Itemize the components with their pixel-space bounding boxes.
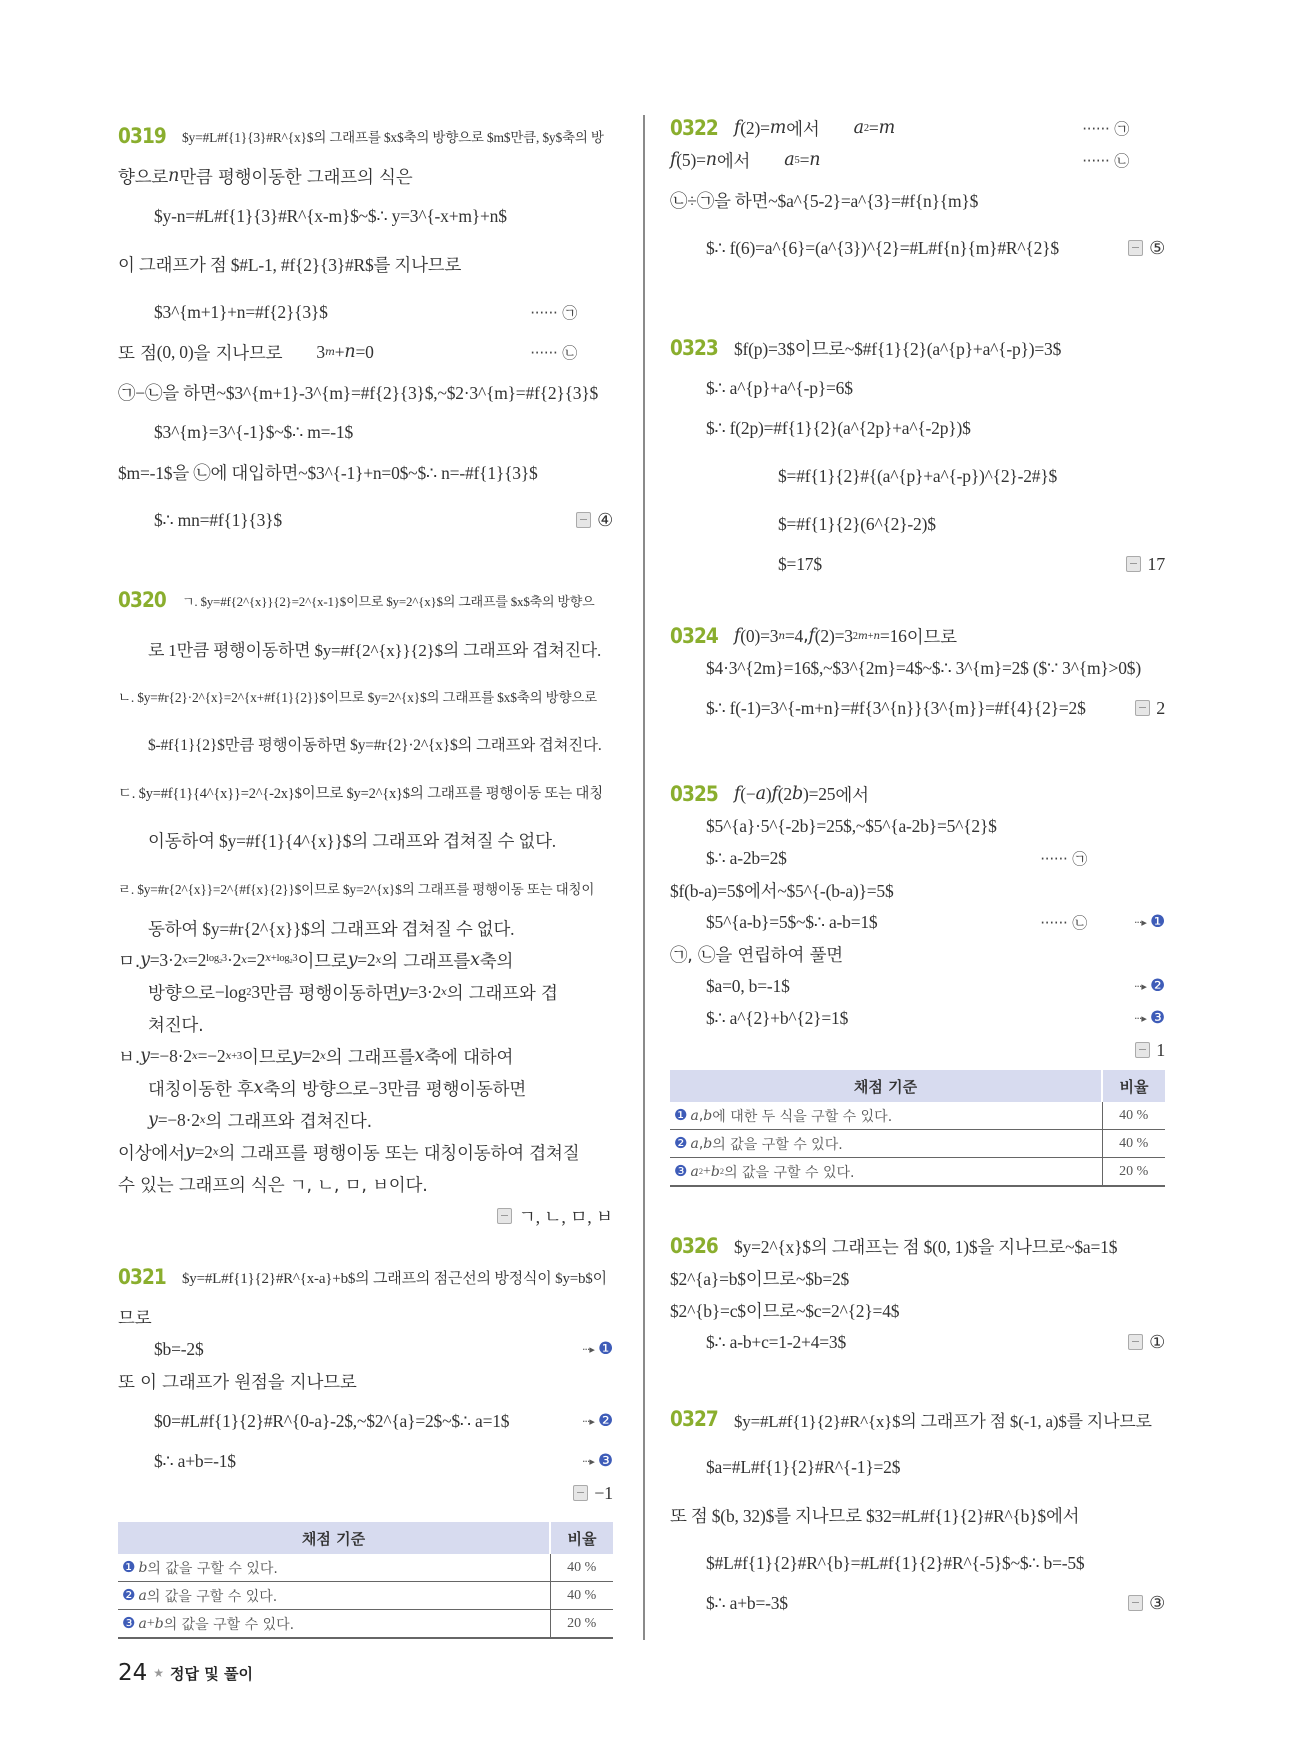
line-text: $f(p)=3$이므로~$#f{1}{2}(a^{p}+a^{-p})=3$ [734, 338, 1062, 359]
line-text: 대칭이동한 후 x 축의 방향으로 −3 만큼 평행이동하면 [148, 1077, 527, 1100]
problem-0320 [118, 576, 613, 1232]
step-number-icon: ❶ [1149, 912, 1165, 932]
equation-label: ······ ㉡ [1040, 913, 1087, 932]
solution-line [118, 864, 613, 912]
solution-line [670, 842, 1165, 874]
solution-line [118, 1008, 613, 1040]
step-number-icon: ❷ [1149, 976, 1165, 996]
answer-value: ③ [1149, 1592, 1165, 1613]
answer [1135, 1040, 1165, 1061]
line-text: $y-n=#L#f{1}{3}#R^{x-m}$~$∴ y=3^{-x+m}+n$ [154, 205, 507, 226]
line-text: $-#f{1}{2}$만큼 평행이동하면 $y=#r{2}·2^{x}$의 그래프와 겹쳐진다. [148, 737, 602, 754]
solution-line [118, 768, 613, 816]
solution-line [118, 1072, 613, 1104]
equation-label: ······ ㉠ [1040, 849, 1087, 868]
line-text: $∴ f(2p)=#f{1}{2}(a^{2p}+a^{-2p})$ [706, 417, 971, 438]
line-text: $∴ f(-1)=3^{-m+n}=#f{3^{n}}{3^{m}}=#f{4}{2}=2$ [706, 697, 1086, 718]
line-text: ㉠−㉡을 하면~$3^{m+1}-3^{m}=#f{2}{3}$,~$2·3^{m}=#f{2}{3}$ [118, 382, 599, 403]
line-text: $3^{m}=3^{-1}$~$∴ m=-1$ [154, 421, 354, 442]
line-text: 쳐진다. [148, 1015, 204, 1036]
line-text: 방향으로 − log 2 3 만큼 평행이동하면 y =3·2 x 의 그래프와 겹 [148, 981, 558, 1004]
line-text: 향으로 n 만큼 평행이동한 그래프의 식은 [118, 166, 413, 188]
step-number-icon: ❶ [674, 1105, 688, 1124]
table-row [118, 1554, 613, 1582]
table-row [670, 1102, 1165, 1130]
solution-line [670, 1395, 1165, 1443]
line-text: $∴ a-2b=2$ [706, 847, 787, 868]
solution-line [118, 1040, 613, 1072]
answer [573, 1483, 613, 1504]
ratio-cell: 40 % [550, 1582, 613, 1610]
solution-line [670, 1002, 1165, 1034]
solution-line [670, 906, 1165, 938]
answer-icon [1128, 240, 1143, 256]
answer-value: ① [1149, 1331, 1165, 1352]
scoring-step-marker [582, 1451, 613, 1471]
scoring-step-marker [582, 1411, 613, 1431]
problem-0319 [118, 112, 613, 544]
problem-number: 0324 [670, 624, 718, 648]
solution-line [118, 1445, 613, 1477]
equation-label: ······ ㉠ [1082, 119, 1129, 138]
table-row [118, 1610, 613, 1639]
line-text: 므로 [118, 1308, 152, 1329]
solution-line [118, 112, 613, 160]
solution-line [118, 624, 613, 672]
line-text: $y=#L#f{1}{2}#R^{x-a}+b$의 그래프의 점근선의 방정식이 $y=b$이 [182, 1270, 607, 1287]
answer-value: 1 [1156, 1039, 1165, 1060]
solution-line [670, 1326, 1165, 1358]
solution-line [118, 1253, 613, 1301]
solution-line [118, 1136, 613, 1168]
line-text: ㉠, ㉡을 연립하여 풀면 [670, 945, 843, 966]
solution-line [118, 672, 613, 720]
section-title: 정답 및 풀이 [170, 1664, 253, 1683]
problem-number: 0327 [670, 1407, 718, 1431]
answer-value: −1 [594, 1482, 613, 1503]
problem-0321 [118, 1253, 613, 1509]
line-text: $y=#L#f{1}{3}#R^{x}$의 그래프를 $x$축의 방향으로 $m$만큼, $y$축의 방 [182, 130, 604, 145]
solution-line [118, 1365, 613, 1397]
solution-line [118, 1104, 613, 1136]
answer [1128, 1332, 1165, 1353]
line-text: f (5)= n 에서 a 5 = n [670, 149, 821, 172]
ratio-cell: 40 % [1102, 1130, 1165, 1158]
solution-line [670, 1539, 1165, 1587]
answer-icon [1128, 1595, 1143, 1611]
solution-line [118, 336, 613, 368]
solution-line [670, 1230, 1165, 1262]
problem-number: 0326 [670, 1234, 718, 1258]
scoring-step-marker [582, 1339, 613, 1359]
line-text: $b=-2$ [154, 1338, 204, 1359]
answer [1135, 698, 1165, 719]
solution-line [670, 500, 1165, 548]
step-number-icon: ❸ [1149, 1008, 1165, 1028]
line-text: f (0)=3 n =4 , f (2)=3 2m+n =16 이므로 [734, 625, 957, 648]
step-number-icon: ❸ [674, 1161, 688, 1180]
dotted-arrow-icon: ···▸ [581, 1454, 594, 1468]
answer-icon [576, 512, 591, 528]
equation-label: ······ ㉡ [1082, 151, 1129, 170]
line-text: $5^{a}·5^{-2b}=25$,~$5^{a-2b}=5^{2}$ [706, 815, 997, 836]
solution-line [118, 192, 613, 240]
answer [1128, 1593, 1165, 1614]
line-text: 이동하여 $y=#f{1}{4^{x}}$의 그래프와 겹쳐질 수 없다. [148, 830, 556, 851]
step-number-icon: ❶ [122, 1557, 136, 1576]
line-text: $y=#L#f{1}{2}#R^{x}$의 그래프가 점 $(-1, a)$를 지나므로 [734, 1411, 1152, 1431]
criterion-cell [118, 1610, 550, 1639]
answer [1126, 554, 1165, 575]
line-text: $∴ a^{2}+b^{2}=1$ [706, 1007, 849, 1028]
criterion-text: a + b 의 값을 구할 수 있다. [138, 1615, 295, 1633]
line-text: f (2)= m 에서 a 2 = m [734, 117, 895, 140]
table-row [118, 1582, 613, 1610]
criterion-cell [670, 1158, 1102, 1187]
line-text: $2^{b}=c$이므로~$c=2^{2}=4$ [670, 1300, 900, 1321]
step-number-icon: ❸ [122, 1613, 136, 1632]
line-text: $∴ mn=#f{1}{3}$ [154, 509, 282, 530]
solution-line [118, 976, 613, 1008]
solution-line [670, 1443, 1165, 1491]
column-divider [643, 115, 645, 1640]
solution-line [118, 912, 613, 944]
problem-0323 [670, 324, 1165, 580]
dotted-arrow-icon: ···▸ [1133, 915, 1146, 929]
solution-line [670, 404, 1165, 452]
line-text: 로 1만큼 평행이동하면 $y=#f{2^{x}}{2}$의 그래프와 겹쳐진다. [148, 640, 602, 660]
line-text: f (− a ) f (2 b )=25 에서 [734, 783, 869, 806]
solution-line [118, 1397, 613, 1445]
table-row [670, 1158, 1165, 1187]
criterion-text: a , b 에 대한 두 식을 구할 수 있다. [690, 1107, 893, 1125]
line-text: $2^{a}=b$이므로~$b=2$ [670, 1268, 850, 1289]
solution-line [118, 448, 613, 496]
line-text: $=17$ [778, 553, 822, 574]
line-text: ㄹ. $y=#r{2^{x}}=2^{#f{x}{2}}$이므로 $y=2^{x}$의 그래프를 평행이동 또는 대칭이 [118, 882, 595, 897]
line-text: ㅁ. y =3·2 x =2 $\log_23$ ·2 x =2 $x+\log_23$ 이므로 y =2 x 의 그래프를 x 축의 [118, 949, 514, 972]
line-text: $=#f{1}{2}(6^{2}-2)$ [778, 513, 936, 534]
table-header: 비율 [550, 1522, 613, 1554]
solution-line [670, 452, 1165, 500]
line-text: $=#f{1}{2}#{(a^{p}+a^{-p})^{2}-2#}$ [778, 465, 1058, 486]
solution-line [670, 372, 1165, 404]
problem-0327 [670, 1395, 1165, 1619]
solution-line [670, 144, 1165, 176]
solution-line [118, 1168, 613, 1200]
answer-icon [1135, 700, 1150, 716]
problem-number: 0320 [118, 588, 166, 612]
answer [1128, 238, 1165, 259]
line-text: $∴ a-b+c=1-2+4=3$ [706, 1331, 847, 1352]
step-number-icon: ❸ [597, 1451, 613, 1471]
line-text: 이 그래프가 점 $#L-1, #f{2}{3}#R$를 지나므로 [118, 254, 462, 275]
line-text: $5^{a-b}=5$~$∴ a-b=1$ [706, 911, 878, 932]
dotted-arrow-icon: ···▸ [581, 1414, 594, 1428]
solution-line [118, 576, 613, 624]
solution-line [118, 160, 613, 192]
criterion-cell [118, 1582, 550, 1610]
line-text: y =−8·2 x 의 그래프와 겹쳐진다. [148, 1109, 372, 1132]
line-text: $f(b-a)=5$에서~$5^{-(b-a)}=5$ [670, 880, 894, 901]
solution-line [670, 176, 1165, 224]
solution-line [118, 1200, 613, 1232]
solution-line [670, 970, 1165, 1002]
step-number-icon: ❷ [674, 1133, 688, 1152]
line-text: ㉡÷㉠을 하면~$a^{5-2}=a^{3}=#f{n}{m}$ [670, 190, 979, 211]
answer-icon [1135, 1042, 1150, 1058]
line-text: 또 점 $(b, 32)$를 지나므로 $32=#L#f{1}{2}#R^{b}$에서 [670, 1505, 1080, 1526]
answer-icon [573, 1485, 588, 1501]
line-text: ㄴ. $y=#r{2}·2^{x}=2^{x+#f{1}{2}}$이므로 $y=2^{x}$의 그래프를 $x$축의 방향으로 [118, 690, 597, 705]
solution-line [118, 1477, 613, 1509]
solution-line [670, 224, 1165, 272]
line-text: $m=-1$을 ㉡에 대입하면~$3^{-1}+n=0$~$∴ n=-#f{1}{3}$ [118, 462, 538, 483]
solution-line [670, 548, 1165, 580]
line-text: $0=#L#f{1}{2}#R^{0-a}-2$,~$2^{a}=2$~$∴ a=1$ [154, 1410, 510, 1431]
solution-line [118, 1301, 613, 1333]
line-text: $y=2^{x}$의 그래프는 점 $(0, 1)$을 지나므로~$a=1$ [734, 1236, 1118, 1257]
problem-0325 [670, 778, 1165, 1066]
solution-line [670, 112, 1165, 144]
criterion-text: b 의 값을 구할 수 있다. [138, 1559, 278, 1577]
solution-line [118, 496, 613, 544]
solution-line [670, 810, 1165, 842]
solution-line [670, 1262, 1165, 1294]
answer-value: ⑤ [1149, 237, 1165, 258]
line-text: $a=0, b=-1$ [706, 975, 790, 996]
solution-line [118, 240, 613, 288]
star-icon: ★ [153, 1666, 165, 1680]
table-header: 채점 기준 [118, 1522, 550, 1554]
problem-0324 [670, 620, 1165, 732]
dotted-arrow-icon: ···▸ [1133, 1011, 1146, 1025]
scoring-step-marker [1134, 912, 1165, 932]
line-text: 이상에서 y =2 x 의 그래프를 평행이동 또는 대칭이동하여 겹쳐질 [118, 1141, 580, 1164]
answer-value: ④ [597, 509, 613, 530]
line-text: $∴ a+b=-3$ [706, 1592, 788, 1613]
problem-number: 0322 [670, 116, 718, 140]
line-text: ㄷ. $y=#f{1}{4^{x}}=2^{-2x}$이므로 $y=2^{x}$의 그래프를 평행이동 또는 대칭 [118, 785, 604, 802]
solution-line [118, 288, 613, 336]
problem-number: 0323 [670, 336, 718, 360]
solution-line [118, 944, 613, 976]
page-footer [118, 1660, 253, 1686]
solution-line [670, 620, 1165, 652]
answer-icon [497, 1208, 512, 1224]
solution-line [670, 684, 1165, 732]
line-text: $∴ a+b=-1$ [154, 1450, 236, 1471]
step-number-icon: ❶ [597, 1339, 613, 1359]
solution-line [670, 778, 1165, 810]
criterion-text: a 의 값을 구할 수 있다. [138, 1587, 278, 1605]
answer-icon [1128, 1334, 1143, 1350]
solution-line [118, 368, 613, 416]
solution-line [670, 652, 1165, 684]
criterion-cell [118, 1554, 550, 1582]
scoring-criteria-table [118, 1522, 613, 1639]
ratio-cell: 40 % [550, 1554, 613, 1582]
equation-label: ······ ㉡ [530, 343, 577, 362]
answer-value: ㄱ, ㄴ, ㅁ, ㅂ [518, 1207, 613, 1227]
step-number-icon: ❷ [122, 1585, 136, 1604]
solution-line [670, 1034, 1165, 1066]
line-text: $∴ a^{p}+a^{-p}=6$ [706, 377, 853, 398]
scoring-step-marker [1134, 1008, 1165, 1028]
line-text: ㅂ. y =−8·2 x =−2 x+3 이므로 y =2 x 의 그래프를 x 축에 대하여 [118, 1045, 514, 1068]
criterion-cell [670, 1130, 1102, 1158]
line-text: ㄱ. $y=#f{2^{x}}{2}=2^{x-1}$이므로 $y=2^{x}$의 그래프를 $x$축의 방향으 [182, 593, 595, 609]
table-header: 채점 기준 [670, 1070, 1102, 1102]
step-number-icon: ❷ [597, 1411, 613, 1431]
table-header: 비율 [1102, 1070, 1165, 1102]
solution-line [118, 416, 613, 448]
scoring-step-marker [1134, 976, 1165, 996]
solution-line [118, 1333, 613, 1365]
solution-line [670, 1491, 1165, 1539]
ratio-cell: 20 % [550, 1610, 613, 1639]
answer-value: 17 [1147, 553, 1165, 574]
solution-line [118, 720, 613, 768]
scoring-criteria-table [670, 1070, 1165, 1187]
line-text: 동하여 $y=#r{2^{x}}$의 그래프와 겹쳐질 수 없다. [148, 918, 515, 939]
line-text: $a=#L#f{1}{2}#R^{-1}=2$ [706, 1456, 901, 1477]
dotted-arrow-icon: ···▸ [581, 1342, 594, 1356]
line-text: 또 이 그래프가 원점을 지나므로 [118, 1372, 357, 1393]
criterion-text: a , b 의 값을 구할 수 있다. [690, 1135, 843, 1153]
dotted-arrow-icon: ···▸ [1133, 979, 1146, 993]
answer-icon [1126, 556, 1141, 572]
solution-line [670, 874, 1165, 906]
solution-line [118, 816, 613, 864]
problem-number: 0325 [670, 782, 718, 806]
problem-0326 [670, 1230, 1165, 1358]
ratio-cell: 40 % [1102, 1102, 1165, 1130]
solution-line [670, 938, 1165, 970]
problem-number: 0319 [118, 124, 166, 148]
solution-line [670, 324, 1165, 372]
answer-value: 2 [1156, 697, 1165, 718]
line-text: $∴ f(6)=a^{6}=(a^{3})^{2}=#L#f{n}{m}#R^{2}$ [706, 237, 1059, 258]
answer [497, 1203, 613, 1229]
line-text: $3^{m+1}+n=#f{2}{3}$ [154, 301, 328, 322]
ratio-cell: 20 % [1102, 1158, 1165, 1187]
line-text: 또 점 (0, 0) 을 지나므로 3 m + n =0 [118, 341, 374, 364]
problem-number: 0321 [118, 1265, 166, 1289]
criterion-cell [670, 1102, 1102, 1130]
equation-label: ······ ㉠ [530, 303, 577, 322]
line-text: 수 있는 그래프의 식은 ㄱ, ㄴ, ㅁ, ㅂ이다. [118, 1175, 428, 1196]
solution-line [670, 1587, 1165, 1619]
problem-0322 [670, 112, 1165, 272]
page-number: 24 [118, 1660, 148, 1686]
line-text: $#L#f{1}{2}#R^{b}=#L#f{1}{2}#R^{-5}$~$∴ b=-5$ [706, 1552, 1085, 1573]
answer [576, 510, 613, 531]
solution-line [670, 1294, 1165, 1326]
line-text: $4·3^{2m}=16$,~$3^{2m}=4$~$∴ 3^{m}=2$ ($∵ 3^{m}>0$) [706, 657, 1141, 678]
table-row [670, 1130, 1165, 1158]
criterion-text: a 2 + b 2 의 값을 구할 수 있다. [690, 1163, 855, 1181]
